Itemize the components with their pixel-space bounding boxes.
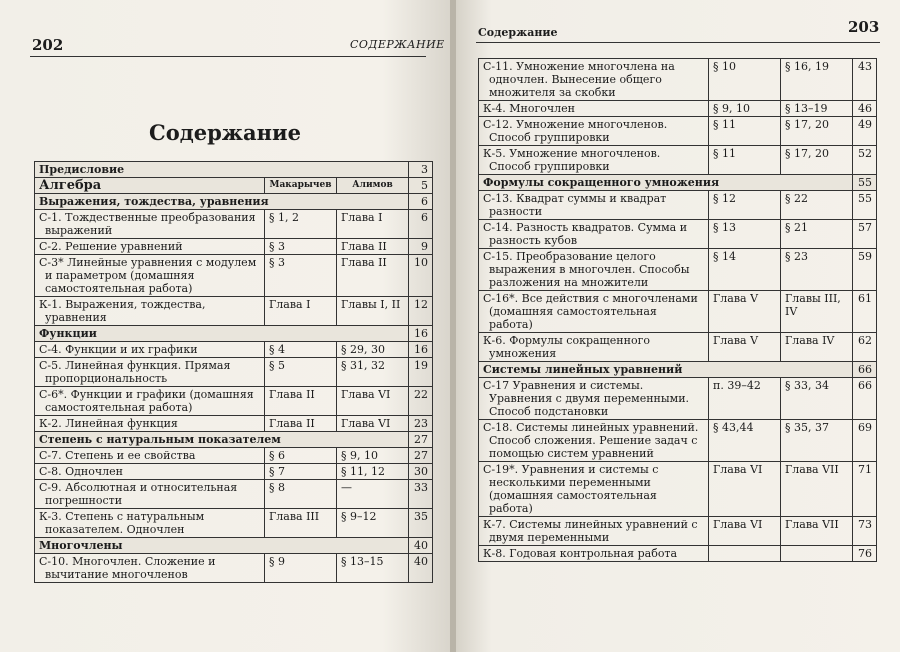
table-row [479,101,877,117]
table-row [35,358,433,387]
alimov-cell: § 9, 10 [337,448,409,464]
topic-cell: С-1. Тождественные преобразования выражений [35,210,265,239]
page-title: Содержание [149,120,301,145]
makarychev-cell: Глава V [709,333,781,362]
column-header-alimov: Алимов [337,178,409,194]
makarychev-cell: § 7 [265,464,337,480]
table-row [479,546,877,562]
topic-cell: С-19*. Уравнения и системы с несколькими переменными (домашняя самостоятельная работа) [479,462,709,517]
table-row [479,59,877,101]
page-cell: 46 [853,101,877,117]
page-cell: 66 [853,362,877,378]
page-cell: 55 [853,175,877,191]
page-cell: 23 [409,416,433,432]
makarychev-cell: Глава VI [709,517,781,546]
topic-cell: К-5. Умножение многочленов. Способ группировки [479,146,709,175]
section-row [35,178,433,194]
page-cell: 16 [409,326,433,342]
topic-cell: С-4. Функции и их графики [35,342,265,358]
makarychev-cell: Глава VI [709,462,781,517]
alimov-cell: Глава VI [337,416,409,432]
page-cell: 22 [409,387,433,416]
table-row [35,464,433,480]
table-row [35,554,433,583]
section-row [35,194,433,210]
page-cell: 69 [853,420,877,462]
page-cell: 61 [853,291,877,333]
page-cell: 10 [409,255,433,297]
alimov-cell [781,546,853,562]
page-cell: 66 [853,378,877,420]
alimov-cell: § 17, 20 [781,146,853,175]
page-cell: 35 [409,509,433,538]
makarychev-cell [709,546,781,562]
makarychev-cell: § 9, 10 [709,101,781,117]
table-row [35,255,433,297]
table-row [35,480,433,509]
topic-cell: К-1. Выражения, тождества, уравнения [35,297,265,326]
page-number: 202 [32,36,64,54]
table-row [479,117,877,146]
topic-cell: К-2. Линейная функция [35,416,265,432]
alimov-cell: § 17, 20 [781,117,853,146]
makarychev-cell: § 9 [265,554,337,583]
topic-cell: С-6*. Функции и графики (домашняя самостоятельная работа) [35,387,265,416]
table-row [479,517,877,546]
makarychev-cell: Глава II [265,387,337,416]
section-row [479,175,877,191]
topic-cell: С-16*. Все действия с многочленами (домашняя самостоятельная работа) [479,291,709,333]
topic-cell: С-10. Многочлен. Сложение и вычитание многочленов [35,554,265,583]
topic-cell: С-5. Линейная функция. Прямая пропорциональность [35,358,265,387]
page-cell: 73 [853,517,877,546]
page-cell: 33 [409,480,433,509]
alimov-cell: § 16, 19 [781,59,853,101]
alimov-cell: Глава VII [781,517,853,546]
topic-cell: К-7. Системы линейных уравнений с двумя переменными [479,517,709,546]
alimov-cell: § 35, 37 [781,420,853,462]
makarychev-cell: п. 39–42 [709,378,781,420]
page-cell: 49 [853,117,877,146]
page-cell: 62 [853,333,877,362]
topic-cell: С-2. Решение уравнений [35,239,265,255]
section-title: Степень с натуральным показателем [35,432,409,448]
topic-cell: К-4. Многочлен [479,101,709,117]
topic-cell: С-7. Степень и ее свойства [35,448,265,464]
alimov-cell: — [337,480,409,509]
makarychev-cell: § 4 [265,342,337,358]
makarychev-cell: § 12 [709,191,781,220]
page-cell: 5 [409,178,433,194]
section-row [35,432,433,448]
table-row [35,448,433,464]
makarychev-cell: Глава V [709,291,781,333]
makarychev-cell: § 10 [709,59,781,101]
table-row [479,462,877,517]
makarychev-cell: § 11 [709,117,781,146]
page-cell: 40 [409,554,433,583]
topic-cell: С-9. Абсолютная и относительная погрешности [35,480,265,509]
alimov-cell: § 13–19 [781,101,853,117]
alimov-cell: Глава I [337,210,409,239]
alimov-cell: § 11, 12 [337,464,409,480]
makarychev-cell: § 14 [709,249,781,291]
section-title: Предисловие [35,162,409,178]
makarychev-cell: § 3 [265,239,337,255]
alimov-cell: Глава II [337,255,409,297]
page-cell: 19 [409,358,433,387]
page-cell: 55 [853,191,877,220]
alimov-cell: Глава VII [781,462,853,517]
makarychev-cell: § 5 [265,358,337,387]
makarychev-cell: Глава I [265,297,337,326]
makarychev-cell: Глава II [265,416,337,432]
section-title: Многочлены [35,538,409,554]
table-row [479,220,877,249]
column-header-makarychev: Макарычев [265,178,337,194]
table-row [35,239,433,255]
page-cell: 27 [409,448,433,464]
topic-cell: С-12. Умножение многочленов. Способ группировки [479,117,709,146]
alimov-cell: § 29, 30 [337,342,409,358]
section-title: Алгебра [35,178,265,194]
table-row [35,210,433,239]
topic-cell: С-15. Преобразование целого выражения в многочлен. Способы разложения на множители [479,249,709,291]
topic-cell: С-18. Системы линейных уравнений. Способ сложения. Решение задач с помощью систем уравнений [479,420,709,462]
header-rule [30,56,426,57]
page-cell: 76 [853,546,877,562]
topic-cell: К-6. Формулы сокращенного умножения [479,333,709,362]
section-title: Выражения, тождества, уравнения [35,194,409,210]
alimov-cell: § 31, 32 [337,358,409,387]
page-cell: 57 [853,220,877,249]
table-row [35,416,433,432]
alimov-cell: § 23 [781,249,853,291]
section-row [479,362,877,378]
makarychev-cell: § 3 [265,255,337,297]
section-row [35,162,433,178]
makarychev-cell: § 11 [709,146,781,175]
page-cell: 43 [853,59,877,101]
topic-cell: С-8. Одночлен [35,464,265,480]
table-row [35,342,433,358]
page-cell: 6 [409,210,433,239]
makarychev-cell: § 6 [265,448,337,464]
table-row [479,378,877,420]
alimov-cell: Главы I, II [337,297,409,326]
alimov-cell: § 9–12 [337,509,409,538]
running-head: Содержание [478,26,558,39]
alimov-cell: § 21 [781,220,853,249]
section-title: Системы линейных уравнений [479,362,853,378]
topic-cell: К-8. Годовая контрольная работа [479,546,709,562]
topic-cell: С-17 Уравнения и системы. Уравнения с двумя переменными. Способ подстановки [479,378,709,420]
alimov-cell: § 22 [781,191,853,220]
table-row [479,333,877,362]
makarychev-cell: § 1, 2 [265,210,337,239]
page-cell: 71 [853,462,877,517]
section-title: Формулы сокращенного умножения [479,175,853,191]
alimov-cell: § 13–15 [337,554,409,583]
table-row [479,249,877,291]
page-cell: 30 [409,464,433,480]
table-row [479,191,877,220]
page-cell: 9 [409,239,433,255]
alimov-cell: Глава VI [337,387,409,416]
page-number: 203 [848,18,880,36]
table-row [479,420,877,462]
page-cell: 59 [853,249,877,291]
alimov-cell: Глава II [337,239,409,255]
section-row [35,538,433,554]
page-cell: 52 [853,146,877,175]
table-row [35,297,433,326]
table-row [479,146,877,175]
makarychev-cell: § 43,44 [709,420,781,462]
page-cell: 12 [409,297,433,326]
page-cell: 3 [409,162,433,178]
alimov-cell: Главы III, IV [781,291,853,333]
section-title: Функции [35,326,409,342]
table-row [479,291,877,333]
topic-cell: С-14. Разность квадратов. Сумма и разность кубов [479,220,709,249]
contents-table [34,161,433,583]
topic-cell: С-11. Умножение многочлена на одночлен. Вынесение общего множителя за скобки [479,59,709,101]
right-page [456,0,900,652]
table-row [35,509,433,538]
table-row [35,387,433,416]
topic-cell: С-13. Квадрат суммы и квадрат разности [479,191,709,220]
header-rule [476,42,880,43]
page-cell: 27 [409,432,433,448]
makarychev-cell: § 13 [709,220,781,249]
alimov-cell: Глава IV [781,333,853,362]
page-cell: 6 [409,194,433,210]
section-row [35,326,433,342]
makarychev-cell: § 8 [265,480,337,509]
running-head: СОДЕРЖАНИЕ [350,38,445,51]
topic-cell: С-3* Линейные уравнения с модулем и параметром (домашняя самостоятельная работа) [35,255,265,297]
page-cell: 40 [409,538,433,554]
page-cell: 16 [409,342,433,358]
topic-cell: К-3. Степень с натуральным показателем. Одночлен [35,509,265,538]
contents-table [478,58,877,562]
alimov-cell: § 33, 34 [781,378,853,420]
makarychev-cell: Глава III [265,509,337,538]
